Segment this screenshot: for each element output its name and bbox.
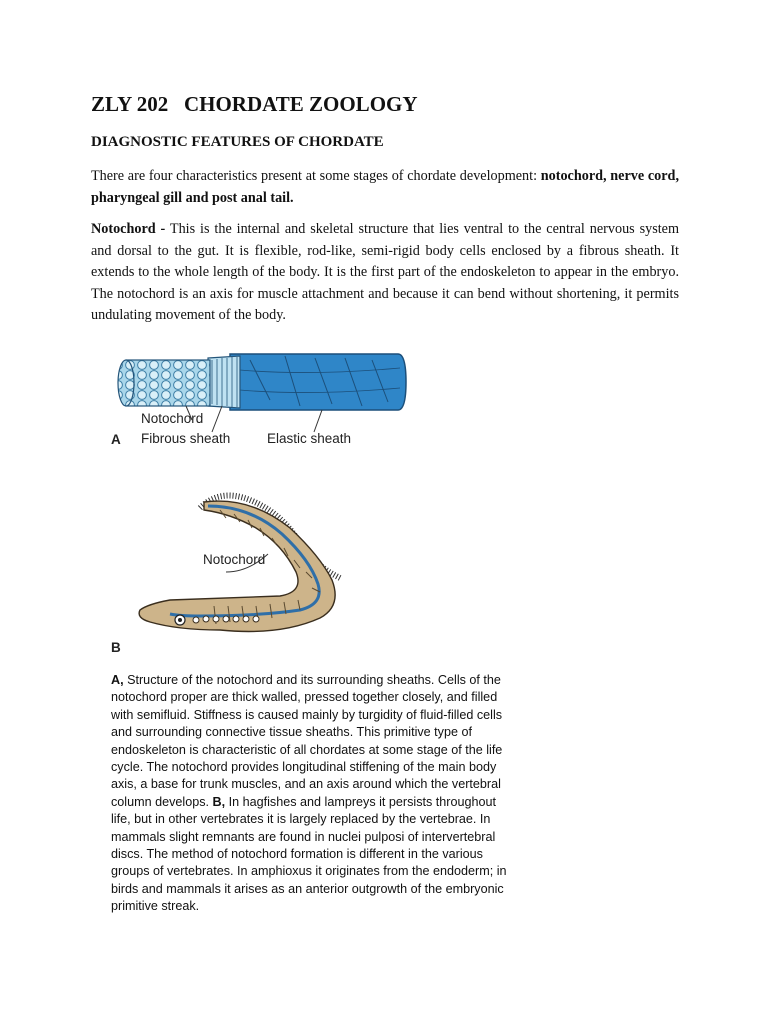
caption-line-text: birds and mammals it arises as an anterior outgrowth of the embryonic — [111, 881, 504, 896]
notochord-text: This is the internal and skeletal structure that lies ventral to the central nervous system and dorsal to the gut. It is flexible, rod-like, semi-rigid body cells enclosed by a fibrous sheath. It extends to the whole length of the body. It is the first part of the endoskeleton to appear in the embryo. The notochord is an axis for muscle attachment and because it can bend without shortening, it permits undulating movement of the body. — [91, 221, 680, 323]
caption-line — [111, 689, 511, 706]
caption-line-text: cycle. The notochord provides longitudinal stiffening of the main body — [111, 760, 497, 775]
caption-line-text: discs. The method of notochord formation is different in the various — [111, 847, 483, 862]
caption-line — [111, 724, 511, 741]
caption-line — [111, 794, 511, 811]
caption-line-text: notochord proper are thick walled, pressed together closely, and filled — [111, 690, 498, 705]
caption-line — [111, 846, 511, 863]
caption-line-bold: B, — [212, 794, 226, 809]
intro-bold-features: notochord, nerve cord, pharyngeal gill and post anal tail. — [91, 168, 679, 206]
intro-text: There are four characteristics present at some stages of chordate development: — [91, 168, 541, 184]
caption-line — [111, 759, 511, 776]
caption-line-text: life, but in other vertebrates it is largely replaced by the vertebrae. In — [111, 812, 491, 827]
caption-line-text: endoskeleton is characteristic of all chordates at some stage of the life — [111, 742, 503, 757]
caption-line-text: column develops. — [111, 794, 213, 809]
lamprey-illustration — [100, 480, 420, 660]
figure-letter-b: B — [111, 640, 121, 655]
intro-paragraph — [91, 166, 679, 209]
label-notochord-a: Notochord — [141, 411, 204, 426]
caption-line — [111, 707, 511, 724]
section-heading: DIAGNOSTIC FEATURES OF CHORDATE — [91, 134, 384, 150]
caption-line-text: In hagfishes and lampreys it persists throughout — [225, 794, 497, 809]
caption-line — [111, 863, 511, 880]
caption-line — [111, 776, 511, 793]
caption-line — [111, 742, 511, 759]
label-fibrous-sheath: Fibrous sheath — [141, 431, 231, 446]
label-elastic-sheath: Elastic sheath — [267, 431, 352, 446]
figure-a-notochord-structure — [100, 340, 420, 460]
caption-line-text: axis, a base for trunk muscles, and an axis around which the vertebral — [111, 777, 501, 792]
caption-line — [111, 811, 511, 828]
caption-line-text: mammals slight remnants are found in nuclei pulposi of intervertebral — [111, 829, 496, 844]
notochord-paragraph — [91, 219, 679, 327]
caption-line — [111, 881, 511, 898]
caption-line-bold: A, — [111, 673, 124, 687]
notochord-term: Notochord - — [91, 221, 166, 237]
caption-line-text: Structure of the notochord and its surrounding sheaths. Cells of the — [123, 673, 501, 687]
figure-b-chordate-body — [100, 480, 420, 660]
label-notochord-b: Notochord — [203, 552, 266, 567]
caption-line-text: and surrounding connective tissue sheaths. This primitive type of — [111, 725, 472, 740]
caption-line — [111, 898, 511, 915]
caption-line-text: primitive streak. — [111, 899, 200, 914]
page-title: ZLY 202 CHORDATE ZOOLOGY — [91, 92, 418, 116]
caption-line — [111, 829, 511, 846]
figure-letter-a: A — [111, 432, 121, 447]
figure-caption — [111, 672, 511, 916]
caption-line — [111, 672, 511, 689]
caption-line-text: groups of vertebrates. In amphioxus it originates from the endoderm; in — [111, 864, 507, 879]
caption-line-text: with semifluid. Stiffness is caused mainly by turgidity of fluid-filled cells — [111, 707, 503, 722]
